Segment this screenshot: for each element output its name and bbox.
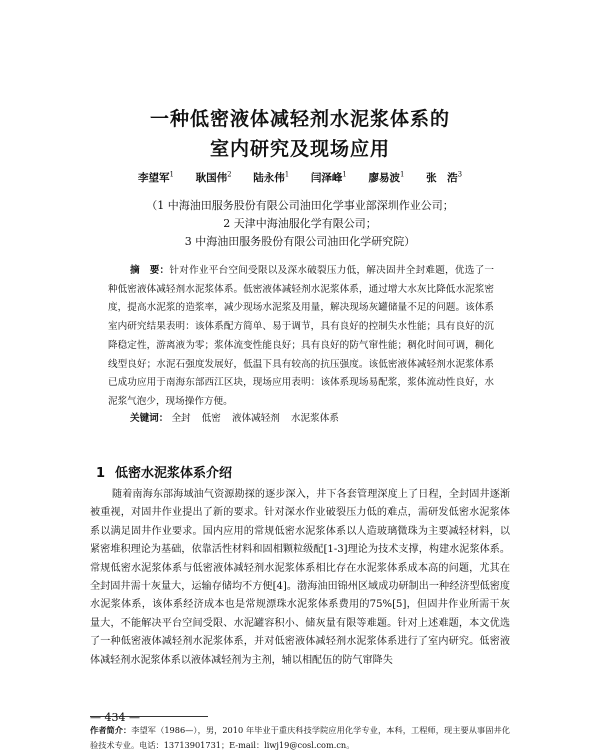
paper-title-line-1: 一种低密液体减轻剂水泥浆体系的 [149,108,450,130]
author: 廖易波$^1$ [368,170,405,184]
author-footnote [90,723,510,753]
keywords-label: 关键词： [130,413,169,424]
author: 闫泽峰$^1$ [310,170,347,184]
footnote-text: 李望军（1986—），男，2010 年毕业于重庆科技学院应用化学专业，本科，工程师，现主要从事固井化验技术专业。电话：13713901731；E-mail：liwj19@cosl.com.cn。 [90,725,510,750]
section-number: 1 [96,466,106,481]
section-heading [96,462,232,481]
author: 张 浩$^3$ [426,170,463,184]
keyword: 全封 [171,413,191,424]
author: 陆永伟$^1$ [253,170,290,184]
keywords [130,410,494,424]
section-title: 低密水泥浆体系介绍 [115,466,233,481]
paper-title-line-2: 室内研究及现场应用 [209,138,390,160]
abstract-label: 摘 要： [130,265,170,276]
footnote-label: 作者简介： [90,725,132,735]
keyword: 水泥浆体系 [290,413,339,424]
page-number: — 434 — [90,711,140,724]
keyword: 液体减轻剂 [231,413,280,424]
author: 李望军$^1$ [137,170,174,184]
keyword: 低密 [201,413,221,424]
affiliation-3: 3 中海油田服务股份有限公司油田化学研究院） [184,235,416,248]
affiliation-1: （1 中海油田服务股份有限公司油田化学事业部深圳作业公司； [146,199,454,212]
abstract-text: 针对作业平台空间受限以及深水破裂压力低，解决固井全封难题，优选了一种低密液体减轻剂水泥浆体系。低密液体减轻剂水泥浆体系，通过增大水灰比降低水泥浆密度，提高水泥浆的造浆率，减少现场水泥浆及用量，解决现场灰罐储量不足的问题。该体系室内研究结果表明：该体系配方简单、易于调节，具有良好的控制失水性能；具有良好的沉降稳定性，游离液为零；浆体流变性能良好；具有良好的防气窜性能；稠化时间可调，稠化线型良好；水泥石强度发展好，低温下具有较高的抗压强度。该低密液体减轻剂水泥浆体系已成功应用于南海东部西江区块，现场应用表明：该体系现场易配浆，浆体流动性良好，水泥浆气泡少，现场操作方便。 [108,265,495,407]
author: 耿国伟$^2$ [195,170,232,184]
abstract [108,262,494,412]
affiliation-2: 2 天津中海油服化学有限公司； [223,217,377,230]
section-paragraph: 随着南海东部海域油气资源勘探的逐步深入，井下各套管理深度上了日程，全封固井逐渐被重视，对固井作业提出了新的要求。针对深水作业破裂压力低的难点，需研发低密水泥浆体系以满足固井作业要求。国内应用的常规低密水泥浆体系以人造玻璃微珠为主要减轻材料，以紧密堆积理论为基础，依靠活性材料和固相颗粒级配[1-3]理论为技术支撑，构建水泥浆体系。常规低密水泥浆体系与低密液体减轻剂水泥浆体系相比存在水泥浆体系成本高的问题，尤其在全封固井需十灰量大，运输存储均不方便[4]。渤海油田锦州区域成功研制出一种经济型低密度水泥浆体系，该体系经济成本也是常规漂珠水泥浆体系费用的75%[5]，但固井作业所需干灰量大，不能解决平台空间受限、水泥罐容积小、储灰量有限等难题。针对上述难题，本文优选了一种低密液体减轻剂水泥浆体系，并对低密液体减轻剂水泥浆体系进行了室内研究。低密液体减轻剂水泥浆体系以液体减轻剂为主剂，辅以相配伍的防气窜降失 [90,489,510,666]
author-list [0,170,600,185]
